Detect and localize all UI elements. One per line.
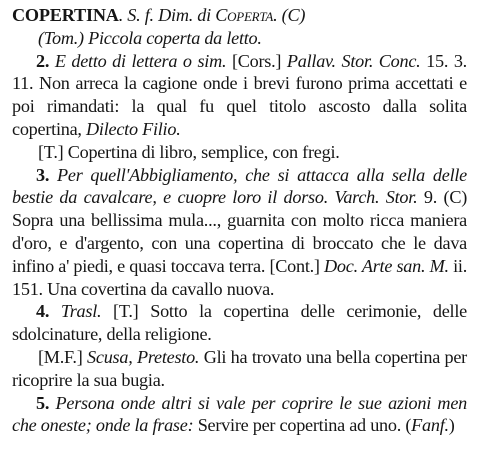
- sense-5: [12, 392, 467, 438]
- sense-3-label: Per quell'Abbigliamento, che si attacca alla sella delle bestie da cavalcare, e cuopre loro il dorso.: [12, 164, 467, 208]
- headword: COPERTINA: [12, 5, 119, 25]
- sense-5-number: 5.: [36, 392, 50, 413]
- sense-4b-label: Scusa, Pretesto.: [82, 346, 200, 367]
- entry-heading: [12, 4, 467, 27]
- sense-4b-text: Gli ha trovato una bella copertina per ricoprire la sua bugia.: [12, 346, 467, 390]
- sense-2b: [12, 141, 467, 164]
- sense-4b-source: [M.F.]: [38, 346, 83, 367]
- sense-2-end: Dilecto Filio.: [86, 118, 181, 139]
- grammar-note: . S. f. Dim. di: [118, 5, 216, 25]
- sense-3-number: 3.: [36, 164, 50, 185]
- sense-4-text: [T.] Sotto la copertina delle cerimonie, delle sdolcinature, della religione.: [12, 301, 467, 345]
- sense-3-text: 9. (C) Sopra una bellissima mula..., guarnita con molto ricca maniera d'oro, e d'argento, con una copertina di broccato che le dava infino a' piedi, e quasi toccava terra. [Cont.]: [12, 187, 468, 276]
- sense-5-label: Persona onde altri si vale per coprire le sue azioni men che oneste; onde la frase:: [12, 392, 467, 436]
- sense-3: [12, 164, 467, 301]
- sense-2: [12, 50, 467, 141]
- sense-3-citation-2: Doc. Arte san. M.: [324, 255, 449, 276]
- sense-4-number: 4.: [36, 301, 50, 322]
- sense-4-label: Trasl.: [49, 301, 102, 322]
- sense-5-end: Fanf.: [411, 415, 449, 436]
- def-source: (Tom.): [38, 27, 84, 48]
- sense-2-citation: Pallav. Stor. Conc.: [286, 50, 421, 71]
- sense-2b-text: Copertina di libro, semplice, con fregi.: [63, 141, 340, 162]
- sense-2-text: 15. 3. 11. Non arreca la cagione onde i brevi furono prima accettati e poi rimandati: la qual fu quel titolo ascosto dalla solita copertina,: [12, 50, 467, 139]
- sense-4: [12, 300, 467, 346]
- sense-2-label: E detto di lettera o sim.: [49, 50, 227, 71]
- definition-1: [12, 27, 467, 50]
- sense-4b: [12, 346, 467, 392]
- grammar-source: . (C): [273, 5, 306, 25]
- sense-5-text: Servire per copertina ad uno. (: [193, 415, 412, 436]
- sense-5-close: ): [448, 415, 455, 436]
- sense-2b-source: [T.]: [38, 141, 64, 162]
- sense-3-text-2: ii. 151. Una covertina da cavallo nuova.: [12, 255, 468, 299]
- grammar-ref: Coperta: [215, 5, 274, 25]
- sense-3-citation: Varch. Stor.: [328, 187, 418, 208]
- sense-2-source: [Cors.]: [226, 50, 287, 71]
- def-text: Piccola coperta da letto.: [83, 27, 262, 48]
- sense-2-number: 2.: [36, 50, 50, 71]
